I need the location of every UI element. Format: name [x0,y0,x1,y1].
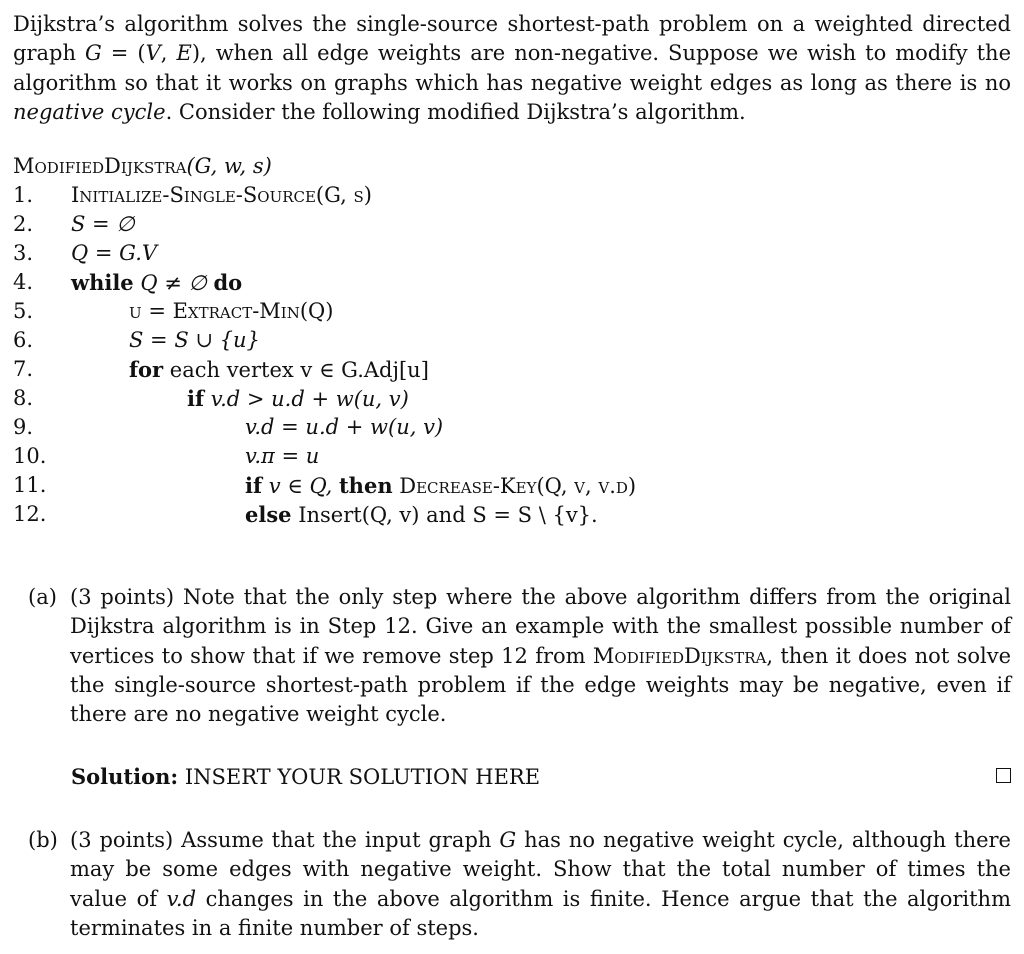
line-number: 10. [13,444,47,468]
line-number: 6. [13,328,34,352]
line-number: 7. [13,357,34,381]
intro-sentence-end: . Consider the following modified Dijkstra’s algorithm. [165,99,746,124]
line-code: S = ∅ [71,212,135,236]
solution-placeholder: INSERT YOUR SOLUTION HERE [184,765,541,789]
line-number: 11. [13,473,47,497]
keyword-else: else [245,502,292,527]
intro-paragraph [13,10,1011,127]
line-number: 4. [13,270,34,294]
solution-line [71,762,1011,792]
line-code: v.π = u [245,444,320,468]
algorithm-args: (G, w, s) [186,154,272,178]
line-code: Initialize-Single-Source(G, s) [71,183,372,207]
line-number: 5. [13,299,34,323]
part-b-label: (b) [28,828,58,852]
algorithm-line [13,210,1011,239]
keyword-for: for [129,357,164,382]
line-expr: Q ≠ ∅ [133,271,214,295]
math-vd: v.d [166,886,197,911]
part-b-text-2: has no negative weight cycle, although there may be some edges with negative weight. Show that the total number of times the value of [70,828,1011,911]
part-b-text-1: (3 points) Assume that the input graph [70,828,500,852]
math-G: G [85,41,102,66]
line-expr: v ∈ Q, [262,474,339,498]
algorithm-line [13,413,1011,442]
line-expr: each vertex v ∈ G.Adj[u] [163,358,429,382]
algorithm-line [13,355,1011,384]
line-code [245,471,636,501]
math-G: G [499,828,517,852]
math-eq: = ( [101,41,146,66]
line-number: 3. [13,241,34,265]
line-code [129,355,429,385]
line-code: v.d = u.d + w(u, v) [245,415,444,439]
line-code [245,500,598,530]
part-a-text-2: , then it does not solve the single-source shortest-path problem if the edge weights may be negative, even if there are no negative weight cycle. [70,643,1012,727]
keyword-while: while [71,270,134,295]
part-a-text [70,583,1011,729]
negative-cycle-term: negative cycle [13,99,166,124]
math-V: V [145,41,161,66]
keyword-if: if [187,386,205,411]
algorithm-line [13,384,1011,413]
line-number: 2. [13,212,34,236]
line-code [187,384,409,414]
algorithm-line [13,297,1011,326]
algorithm-line [13,268,1011,297]
intro-sentence-2: ), when all edge weights are non-negative. Suppose we wish to modify the algorithm so that it works on graphs which has negative weight edges as long as there is no [13,41,1011,95]
qed-box-icon [996,768,1011,783]
line-code: Q = G.V [71,241,158,265]
line-number: 1. [13,183,34,207]
line-number: 8. [13,386,34,410]
algorithm-line [13,326,1011,355]
part-b-text-3: changes in the above algorithm is finite. Hence argue that the algorithm terminates in a finite number of steps. [70,886,1011,940]
math-E: E [176,41,192,66]
algorithm-block [13,152,1011,529]
intro-text [13,10,1011,127]
solution-label: Solution: [71,764,179,789]
part-a-algorithm-name: ModifiedDijkstra [592,643,767,668]
algorithm-line [13,471,1011,500]
line-expr: Insert(Q, v) and S = S \ {v}. [291,503,598,527]
line-code: S = S ∪ {u} [129,328,260,352]
intro-sentence-1: Dijkstra’s algorithm solves the single-source shortest-path problem on a weighted directed graph [13,12,1011,66]
line-call: Decrease-Key(Q, v, v.d) [392,474,637,498]
algorithm-line [13,181,1011,210]
part-b-text [70,826,1011,943]
line-code: u = Extract-Min(Q) [129,299,334,323]
algorithm-header [13,152,1011,181]
line-number: 12. [13,502,47,526]
line-number: 9. [13,415,34,439]
algorithm-name: ModifiedDijkstra [13,154,187,178]
keyword-do: do [213,270,243,295]
part-a-label: (a) [28,585,57,609]
math-comma: , [160,41,177,66]
algorithm-line [13,500,1011,529]
algorithm-line [13,239,1011,268]
keyword-if: if [245,473,263,498]
algorithm-line [13,442,1011,471]
keyword-then: then [338,473,393,498]
line-code [71,268,242,298]
part-a-text-1: (3 points) Note that the only step where the above algorithm differs from the original Dijkstra algorithm is in Step 12. Give an example with the smallest possible number of vertices to show that if we remove step 12 from [70,585,1011,668]
line-expr: v.d > u.d + w(u, v) [204,387,409,411]
